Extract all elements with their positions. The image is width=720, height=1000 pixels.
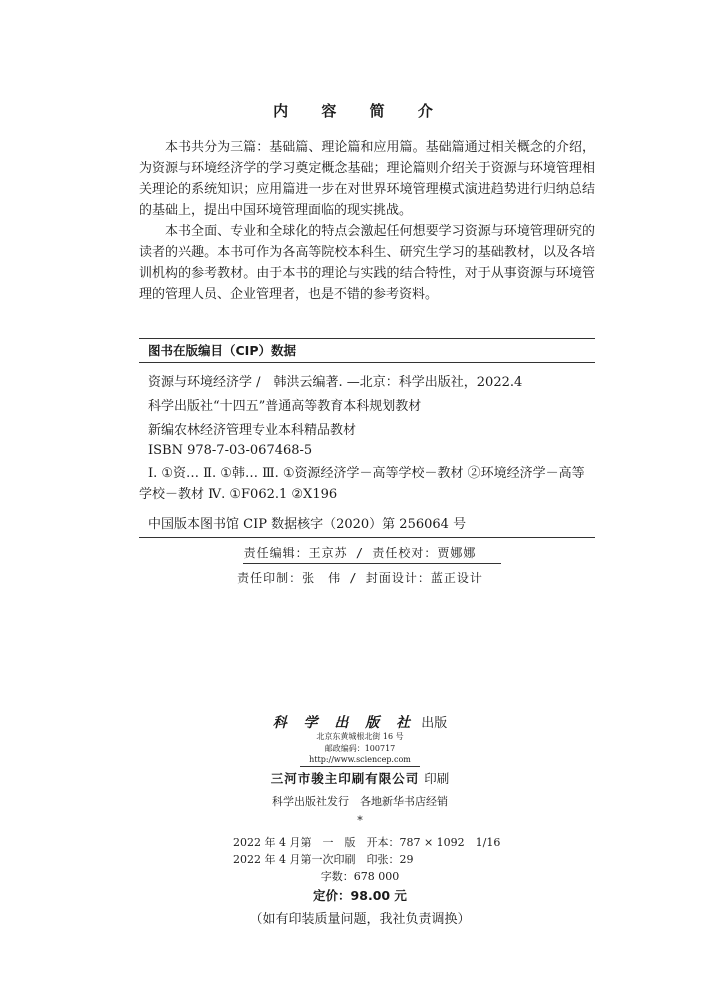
editors-line: 责任编辑：王京苏 / 责任校对：贾娜娜 — [243, 546, 477, 560]
asterisk: * — [357, 814, 363, 827]
quality-notice: （如有印装质量问题，我社负责调换） — [249, 912, 471, 927]
print-suffix: 印刷 — [424, 771, 450, 786]
cip-line-3: 新编农林经济管理专业本科精品教材 — [148, 423, 357, 438]
production-line: 责任印制：张 伟 / 封面设计：蓝正设计 — [237, 571, 483, 585]
cip-isbn: ISBN 978-7-03-067468-5 — [148, 443, 313, 458]
cip-line-1: 资源与环境经济学 / 韩洪云编著. —北京：科学出版社，2022.4 — [148, 375, 523, 390]
printer-line — [0, 768, 720, 787]
publisher-rule — [300, 766, 420, 767]
page-title: 内 容 简 介 — [273, 102, 447, 120]
publisher-postcode: 邮政编码：100717 — [324, 744, 396, 753]
cip-classification: Ⅰ. ①资… Ⅱ. ①韩… Ⅲ. ①资源经济学－高等学校－教材 ②环境经济学－高等学校－教材 Ⅳ. ①F062.1 ②X196 — [139, 466, 585, 502]
edition-info: 2022 年 4 月第 一 版 开本：787 × 1092 1/16 — [233, 836, 501, 849]
cip-title-rule — [139, 362, 595, 363]
publish-suffix: 出版 — [421, 716, 448, 731]
intro-body — [139, 137, 595, 305]
publisher-line — [0, 712, 720, 732]
distribution: 科学出版社发行 各地新华书店经销 — [272, 795, 448, 808]
staff-rule — [243, 563, 501, 564]
cip-line-2: 科学出版社“十四五”普通高等教育本科规划教材 — [148, 399, 422, 414]
word-count: 字数：678 000 — [320, 870, 400, 883]
cip-verification: 中国版本图书馆 CIP 数据核字（2020）第 256064 号 — [148, 517, 467, 532]
publisher-url: http://www.sciencep.com — [309, 755, 411, 764]
intro-paragraph-1: 本书共分为三篇：基础篇、理论篇和应用篇。基础篇通过相关概念的介绍，为资源与环境经济学的学习奠定概念基础；理论篇则介绍关于资源与环境管理相关理论的系统知识；应用篇进一步在对世界环境管理模式演进趋势进行归纳总结的基础上，提出中国环境管理面临的现实挑战。 — [139, 140, 595, 218]
printer-name: 三河市骏主印刷有限公司 — [270, 771, 420, 786]
intro-paragraph-2: 本书全面、专业和全球化的特点会激起任何想要学习资源与环境管理研究的读者的兴趣。本书可作为各高等院校本科生、研究生学习的基础教材，以及各培训机构的参考教材。由于本书的理论与实践的结合特性，对于从事资源与环境管理的管理人员、企业管理者，也是不错的参考资料。 — [139, 224, 595, 302]
publisher-address: 北京东黄城根北街 16 号 — [316, 732, 404, 741]
printing-info: 2022 年 4 月第一次印刷 印张：29 — [233, 853, 414, 866]
publisher-logo: 科 学 出 版 社 — [272, 715, 417, 731]
price: 定价：98.00 元 — [313, 888, 407, 903]
cip-title: 图书在版编目（CIP）数据 — [148, 343, 296, 358]
cip-top-rule — [139, 338, 595, 339]
cip-bottom-rule — [139, 537, 595, 538]
